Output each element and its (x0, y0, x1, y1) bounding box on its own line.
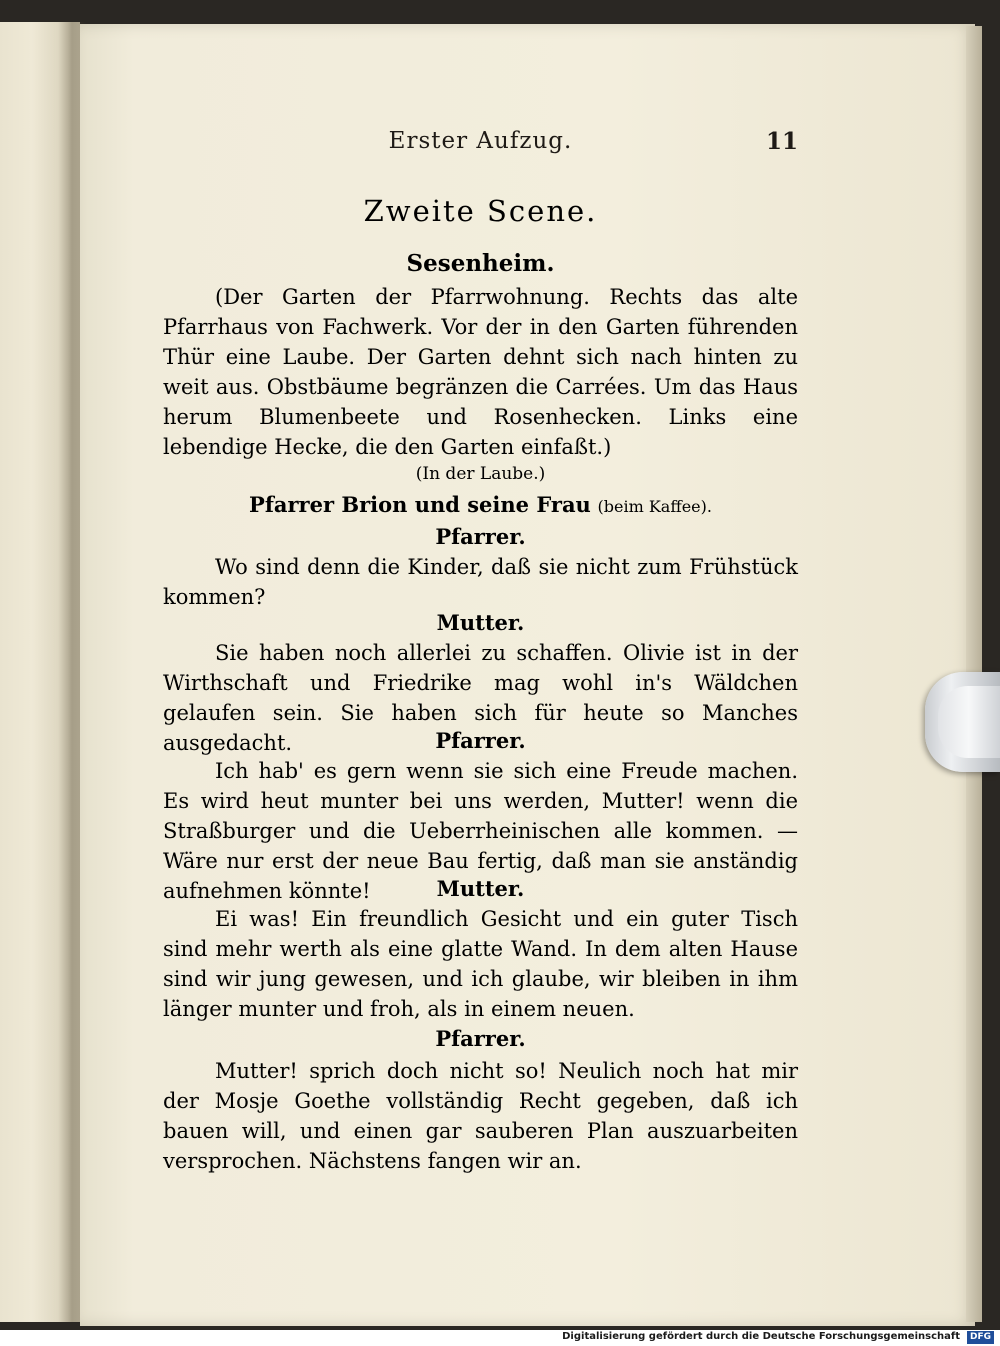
speaker-label: Pfarrer. (435, 728, 526, 753)
speech-text: Ich hab' es gern wenn sie sich eine Freude machen. Es wird heut munter bei uns werden, Mutter! wenn die Straßburger und die Ueberrheinischen alle kommen. — Wäre nur erst der neue Bau fertig, daß man sie anständig aufnehmen könnte! (163, 759, 798, 903)
persons-line (163, 492, 798, 517)
speaker-label: Pfarrer. (435, 524, 526, 549)
paper-clip-inner (938, 686, 1000, 758)
speech-text: Mutter! sprich doch nicht so! Neulich noch hat mir der Mosje Goethe vollständig Recht gegeben, daß ich bauen will, und einen gar sauberen Plan auszuarbeiten versprochen. Nächstens fangen wir an. (163, 1059, 798, 1173)
speaker-label: Mutter. (436, 876, 525, 901)
running-head: Erster Aufzug. (388, 128, 573, 154)
page-number: 11 (765, 128, 798, 155)
scene-title: Zweite Scene. (363, 194, 598, 228)
dfg-logo: DFG (967, 1331, 994, 1344)
speaker-label: Pfarrer. (435, 1026, 526, 1051)
page-header (163, 128, 798, 162)
speech-text: Sie haben noch allerlei zu schaffen. Olivie ist in der Wirthschaft und Friedrike mag wohl in's Wäldchen gelaufen sein. Sie haben sich für heute so Manches ausgedacht. (163, 641, 798, 755)
speech-text: Ei was! Ein freundlich Gesicht und ein guter Tisch sind mehr werth als eine glatte Wand. In dem alten Hause sind wir jung gewesen, und ich glaube, wir bleiben in ihm länger munter und froh, als in einem neuen. (163, 907, 798, 1021)
persons-names: Pfarrer Brion und seine Frau (249, 492, 591, 517)
location-note: (In der Laube.) (415, 464, 546, 484)
stage-direction: (Der Garten der Pfarrwohnung. Rechts das alte Pfarrhaus von Fachwerk. Vor der in den Garten führenden Thür eine Laube. Der Garten dehnt sich nach hinten zu weit aus. Obstbäume begränzen die Carrées. Um das Haus herum Blumenbeete und Rosenhecken. Links eine lebendige Hecke, die den Garten einfaßt.) (163, 285, 798, 459)
footer-credit: Digitalisierung gefördert durch die Deutsche Forschungsgemeinschaft (562, 1331, 960, 1342)
persons-note: (beim Kaffee). (597, 497, 712, 516)
speech-text: Wo sind denn die Kinder, daß sie nicht zum Frühstück kommen? (163, 555, 798, 609)
footer-bar (0, 1330, 1000, 1346)
speaker-label: Mutter. (436, 610, 525, 635)
scene-place: Sesenheim. (406, 250, 555, 277)
